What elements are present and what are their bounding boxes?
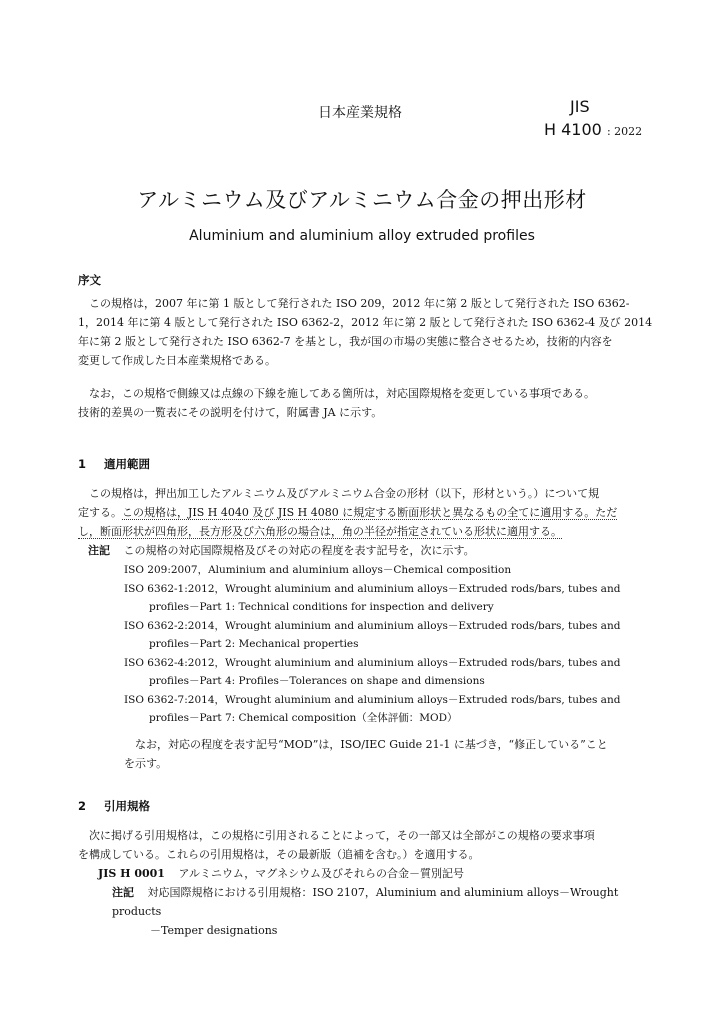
reference-item: ISO 6362-4:2012，Wrought aluminium and aluminium alloys－Extruded rods/bars, tubes and profiles－Part 4: Profiles－Tolerances on shape and dimensions <box>124 656 621 687</box>
standard-year: : 2022 <box>606 125 643 138</box>
document-title: アルミニウム及びアルミニウム合金の押出形材 <box>137 188 587 212</box>
reference-item: ISO 6362-2:2014，Wrought aluminium and aluminium alloys－Extruded rods/bars, tubes and profiles－Part 2: Mechanical properties <box>124 619 621 650</box>
reference-item: ISO 209:2007，Aluminium and aluminium alloys－Chemical composition <box>124 564 512 576</box>
preface-heading: 序文 <box>78 273 101 287</box>
preface-para1 <box>78 294 653 370</box>
normative-line: を構成している。これらの引用規格は，その最新版（追補を含む。）を適用する。 <box>78 848 480 861</box>
preface-line: なお，この規格で側線又は点線の下線を施してある箇所は，対応国際規格を変更している事項である。 <box>89 387 595 400</box>
section-title: 引用規格 <box>104 799 151 813</box>
preface-para2 <box>78 384 653 422</box>
jis-label: JIS <box>570 97 590 116</box>
preface-line: 変更して作成した日本産業規格である。 <box>78 354 276 367</box>
section2-heading <box>78 798 150 814</box>
mod-note <box>124 735 654 773</box>
preface-line: 年に第 2 版として発行された ISO 6362-7 を基とし，我が国の市場の実態に整合させるため，技術的内容を <box>78 335 613 348</box>
document-org: 日本産業規格 <box>318 105 402 121</box>
section-title: 適用範囲 <box>104 457 151 471</box>
reference-item: ISO 6362-7:2014，Wrought aluminium and aluminium alloys－Extruded rods/bars, tubes and profiles－Part 7: Chemical composition（全体評価：MOD） <box>124 693 621 724</box>
section-number: 1 <box>78 457 87 471</box>
scope-text: 定する。 <box>78 506 122 519</box>
preface-line: 1，2014 年に第 4 版として発行された ISO 6362-2，2012 年に第 2 版として発行された ISO 6362-4 及び 2014 <box>78 316 653 329</box>
section2-note <box>112 883 657 940</box>
modified-text: この規格は，JIS H 4040 及び JIS H 4080 に規定する断面形状と異なるもの全てに適用する。ただ <box>122 506 618 519</box>
standard-code <box>544 120 642 139</box>
mod-line: を示す。 <box>124 757 168 770</box>
normative-ref <box>98 864 658 883</box>
section-number: 2 <box>78 799 87 813</box>
section2-body <box>78 826 656 864</box>
section1-note <box>88 541 658 560</box>
note-label: 注記 <box>112 886 134 899</box>
section1-body <box>78 484 656 541</box>
reference-list <box>124 561 654 728</box>
section1-heading <box>78 456 150 472</box>
scope-line: この規格は，押出加工したアルミニウム及びアルミニウム合金の形材（以下，形材という。）について規 <box>89 487 600 500</box>
note-line <box>112 883 657 921</box>
note-label: 注記 <box>88 544 110 557</box>
note-text: この規格の対応国際規格及びその対応の程度を表す記号を，次に示す。 <box>123 544 475 557</box>
note-line: －Temper designations <box>150 924 278 937</box>
mod-line: なお，対応の程度を表す記号“MOD”は，ISO/IEC Guide 21-1 に基づき，“修正している”こと <box>135 738 608 751</box>
preface-line: この規格は，2007 年に第 1 版として発行された ISO 209，2012 年に第 2 版として発行された ISO 6362- <box>89 297 630 310</box>
document-subtitle: Aluminium and aluminium alloy extruded profiles <box>189 228 535 244</box>
reference-item: ISO 6362-1:2012，Wrought aluminium and aluminium alloys－Extruded rods/bars, tubes and profiles－Part 1: Technical conditions for inspection and delivery <box>124 582 621 613</box>
note-text: 対応国際規格における引用規格：ISO 2107，Aluminium and aluminium alloys－Wrought products <box>112 886 619 918</box>
scope-line <box>78 522 656 541</box>
ref-text: アルミニウム，マグネシウム及びそれらの合金－質別記号 <box>178 867 465 880</box>
modified-text: し，断面形状が四角形，長方形及び六角形の場合は，角の半径が指定されている形状に適用する。 <box>78 525 562 538</box>
normative-line: 次に掲げる引用規格は，この規格に引用されることによって，その一部又は全部がこの規格の要求事項 <box>89 829 595 842</box>
preface-line: 技術的差異の一覧表にその説明を付けて，附属書 JA に示す。 <box>78 406 383 419</box>
standard-number: H 4100 <box>544 120 602 139</box>
ref-code: JIS H 0001 <box>98 867 165 880</box>
scope-line <box>78 503 656 522</box>
